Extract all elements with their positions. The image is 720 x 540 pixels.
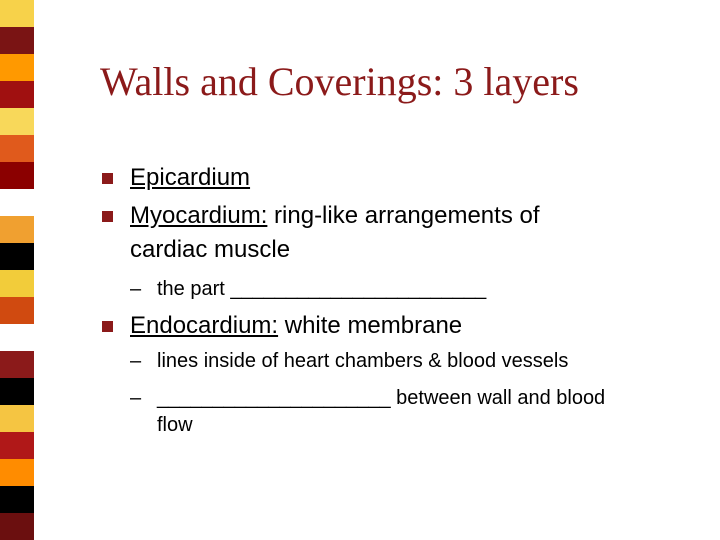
stripe-block	[0, 243, 34, 270]
stripe-block	[0, 513, 34, 540]
stripe-block	[0, 27, 34, 54]
bullet-icon	[102, 321, 113, 332]
stripe-block	[0, 297, 34, 324]
bullet-myocardium	[130, 201, 540, 231]
stripe-block	[0, 486, 34, 513]
sub-dash: –	[130, 387, 142, 409]
stripe-block	[0, 54, 34, 81]
term-endocardium: Endocardium:	[130, 312, 279, 339]
stripe-block	[0, 351, 34, 378]
stripe-block	[0, 459, 34, 486]
stripe-block	[0, 108, 34, 135]
stripe-block	[0, 378, 34, 405]
stripe-block	[0, 162, 34, 189]
bullet-endocardium	[130, 311, 462, 341]
bullet-icon	[102, 173, 113, 184]
stripe-block	[0, 432, 34, 459]
stripe-block	[0, 189, 34, 216]
sub-myocardium-part: the part _______________________	[157, 278, 487, 300]
bullet-epicardium	[130, 163, 250, 193]
stripe-block	[0, 135, 34, 162]
stripe-block	[0, 81, 34, 108]
stripe-block	[0, 0, 34, 27]
bullet-icon	[102, 211, 113, 222]
sub-dash: –	[130, 350, 142, 372]
stripe-block	[0, 216, 34, 243]
stripe-block	[0, 405, 34, 432]
endocardium-description: white membrane	[278, 312, 463, 339]
sub-endocardium-between-cont: flow	[157, 414, 193, 436]
sub-endocardium-lines: lines inside of heart chambers & blood vessels	[157, 350, 569, 372]
decorative-stripe	[0, 0, 34, 540]
term-epicardium: Epicardium	[130, 164, 251, 191]
sub-endocardium-between: _____________________ between wall and blood	[157, 387, 606, 409]
stripe-block	[0, 324, 34, 351]
term-myocardium: Myocardium:	[130, 202, 268, 229]
slide-title: Walls and Coverings: 3 layers	[100, 59, 579, 104]
stripe-block	[0, 270, 34, 297]
myocardium-description: ring-like arrangements of	[267, 202, 540, 229]
myocardium-description-cont: cardiac muscle	[130, 236, 291, 263]
sub-dash: –	[130, 278, 142, 300]
